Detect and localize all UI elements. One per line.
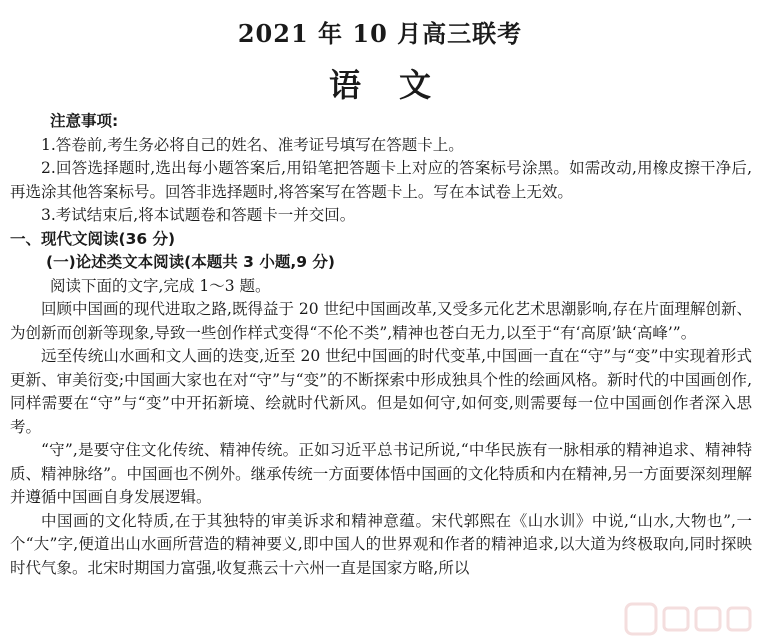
exam-body [10, 110, 752, 580]
notes-title: 注意事项: [50, 112, 119, 130]
exam-title: 2021 年 10 月高三联考 [237, 19, 523, 48]
note-item-1: 1.答卷前,考生务必将自己的姓名、准考证号填写在答题卡上。 [41, 135, 464, 154]
passage-paragraph-4: 中国画的文化特质,在于其独特的审美诉求和精神意蕴。宋代郭熙在《山水训》中说,“山水,大物也”,一个“大”字,便道出山水画所营造的精神要义,即中国人的世界观和作者的精神追求,以大道为终极取向,同时探映时代气象。北宋时期国力富强,收复燕云十六州一直是国家方略,所以 [10, 511, 752, 577]
note-item-2: 2.回答选择题时,选出每小题答案后,用铅笔把答题卡上对应的答案标号涂黑。如需改动,用橡皮擦干净后,再选涂其他答案标号。回答非选择题时,将答案写在答题卡上。写在本试卷上无效。 [10, 159, 752, 201]
watermark-logo-icon [624, 598, 754, 642]
passage-paragraph-1: 回顾中国画的现代进取之路,既得益于 20 世纪中国画改革,又受多元化艺术思潮影响,存在片面理解创新、为创新而创新等现象,导致一些创作样式变得“不伦不类”,精神也苍白无力,以至于“有‘高原’缺‘高峰’”。 [10, 300, 752, 342]
section-heading: 一、现代文阅读(36 分) [10, 229, 176, 248]
note-item-3: 3.考试结束后,将本试题卷和答题卡一并交回。 [41, 206, 356, 224]
passage-paragraph-2: 远至传统山水画和文人画的迭变,近至 20 世纪中国画的时代变革,中国画一直在“守”与“变”中实现着形式更新、审美衍变;中国画大家也在对“守”与“变”的不断探索中形成独具个性的绘画风格。新时代的中国画创作,同样需要在“守”与“变”中开拓新境、绘就时代新风。但是如何守,如何变,则需要每一位中国画创作者深入思考。 [10, 347, 752, 436]
reading-instruction: 阅读下面的文字,完成 1～3 题。 [50, 276, 271, 295]
passage-paragraph-3: “守”,是要守住文化传统、精神传统。正如习近平总书记所说,“中华民族有一脉相承的精神追求、精神特质、精神脉络”。中国画也不例外。继承传统一方面要体悟中国画的文化特质和内在精神,另一方面要深刻理解并遵循中国画自身发展逻辑。 [10, 441, 752, 506]
subsection-heading: (一)论述类文本阅读(本题共 3 小题,9 分) [46, 253, 335, 271]
exam-subject: 语文 [328, 66, 469, 104]
